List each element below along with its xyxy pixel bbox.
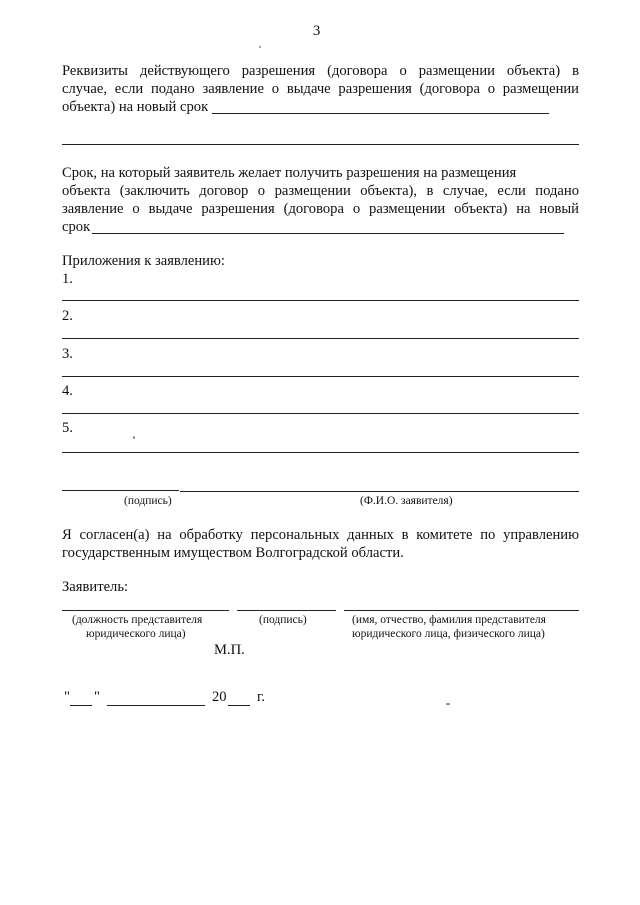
day-fill-line xyxy=(70,705,92,706)
requisites-fill-line-2 xyxy=(62,144,579,145)
requisites-fill-line xyxy=(212,113,549,114)
attachment-number-5: 5. xyxy=(62,420,73,436)
term-line-1: Срок, на который заявитель желает получить разрешения на размещения xyxy=(62,165,517,181)
signature-line-right xyxy=(180,491,579,492)
date-quote-open: " xyxy=(64,689,70,705)
attachment-line-4 xyxy=(62,413,579,414)
term-line-2: объекта (заключить договор о размещении объекта), в случае, если подано xyxy=(62,183,579,199)
position-line xyxy=(62,610,229,611)
year-prefix: 20 xyxy=(212,689,227,705)
scan-speck xyxy=(133,436,135,439)
applicant-label: Заявитель: xyxy=(62,579,129,595)
fio-caption-line-2: юридического лица, физического лица) xyxy=(352,628,545,640)
attachments-heading: Приложения к заявлению: xyxy=(62,253,225,269)
scan-speck xyxy=(446,703,450,705)
fio-line xyxy=(344,610,579,611)
position-caption-line-2: юридического лица) xyxy=(86,628,186,640)
attachment-number-1: 1. xyxy=(62,271,73,287)
applicant-signature-caption: (подпись) xyxy=(259,614,307,626)
consent-line-2: государственным имуществом Волгоградской области. xyxy=(62,545,404,561)
date-quote-close: " xyxy=(94,689,100,705)
attachment-number-3: 3. xyxy=(62,346,73,362)
attachment-line-1 xyxy=(62,300,579,301)
consent-line-1: Я согласен(а) на обработку персональных данных в комитете по управлению xyxy=(62,527,579,543)
signature-caption: (подпись) xyxy=(124,495,172,507)
signature-line-left xyxy=(62,490,179,491)
requisites-line-2: случае, если подано заявление о выдаче разрешения (договора о размещении xyxy=(62,81,579,97)
stamp-label: М.П. xyxy=(214,642,245,658)
term-line-3: заявление о выдаче разрешения (договора о размещении объекта) на новый xyxy=(62,201,579,217)
term-line-4: срок xyxy=(62,219,91,235)
attachment-number-2: 2. xyxy=(62,308,73,324)
attachment-line-2 xyxy=(62,338,579,339)
applicant-name-caption: (Ф.И.О. заявителя) xyxy=(360,495,453,507)
month-fill-line xyxy=(107,705,205,706)
attachment-line-3 xyxy=(62,376,579,377)
year-suffix: г. xyxy=(257,689,265,705)
position-caption-line-1: (должность представителя xyxy=(72,614,203,626)
term-fill-line xyxy=(92,233,564,234)
requisites-line-3: объекта) на новый срок xyxy=(62,99,209,115)
requisites-line-1: Реквизиты действующего разрешения (договора о размещении объекта) в xyxy=(62,63,579,79)
year-fill-line xyxy=(228,705,250,706)
attachment-line-5 xyxy=(62,452,579,453)
scan-speck xyxy=(259,46,261,48)
attachment-number-4: 4. xyxy=(62,383,73,399)
applicant-signature-line xyxy=(237,610,336,611)
page-number: 3 xyxy=(313,23,321,39)
fio-caption-line-1: (имя, отчество, фамилия представителя xyxy=(352,614,546,626)
